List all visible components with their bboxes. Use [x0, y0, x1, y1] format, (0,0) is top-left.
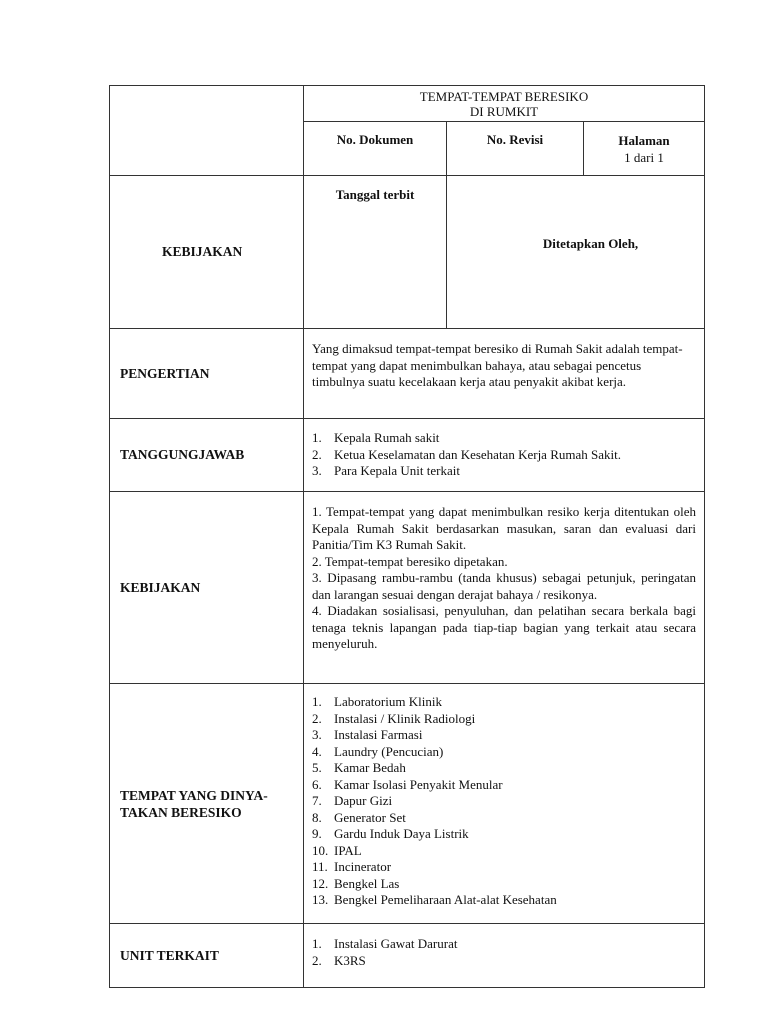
list-item: 1. Kepala Rumah sakit	[312, 430, 440, 445]
pengertian-label: PENGERTIAN	[110, 329, 304, 419]
tanggal-terbit-label: Tanggal terbit	[304, 176, 447, 329]
halaman-value: 1 dari 1	[624, 150, 664, 165]
pengertian-text: Yang dimaksud tempat-tempat beresiko di Rumah Sakit adalah tempat-tempat yang dapat menimbulkan bahaya, atau sebagai pencetus timbulnya suatu kecelakaan kerja atau penyakit akibat kerja.	[304, 329, 705, 419]
list-item: 3. Para Kepala Unit terkait	[312, 463, 460, 478]
unit-terkait-label: UNIT TERKAIT	[110, 924, 304, 988]
list-item: 3. Instalasi Farmasi	[312, 727, 423, 742]
list-item: 2. Instalasi / Klinik Radiologi	[312, 710, 476, 726]
list-item: 2. Ketua Keselamatan dan Kesehatan Kerja Rumah Sakit.	[312, 446, 621, 462]
list-item: 2. K3RS	[312, 952, 366, 968]
tanggungjawab-label: TANGGUNGJAWAB	[110, 419, 304, 492]
list-item: 1. Laboratorium Klinik	[312, 694, 442, 709]
sop-document	[109, 85, 704, 988]
list-item: 10. IPAL	[312, 842, 362, 858]
tempat-label-line-1: TEMPAT YANG DINYA-	[120, 787, 268, 803]
tanggungjawab-list	[304, 419, 705, 492]
kebijakan-label: KEBIJAKAN	[110, 492, 304, 684]
kebijakan-header-label: KEBIJAKAN	[110, 176, 304, 329]
list-item: 6. Kamar Isolasi Penyakit Menular	[312, 776, 503, 792]
title-line-2: DI RUMKIT	[469, 104, 539, 119]
halaman-label: Halaman	[618, 133, 670, 148]
no-revisi-label: No. Revisi	[447, 122, 584, 176]
logo-cell	[110, 86, 304, 176]
ditetapkan-label: Ditetapkan Oleh,	[447, 176, 705, 329]
list-item: 13. Bengkel Pemeliharaan Alat-alat Kesehatan	[312, 892, 557, 907]
list-item: 1. Instalasi Gawat Darurat	[312, 936, 458, 951]
sop-table	[109, 85, 705, 988]
tempat-label-line-2: TAKAN BERESIKO	[120, 804, 242, 820]
list-item: 2. Tempat-tempat beresiko dipetakan.	[312, 553, 508, 569]
tempat-list	[304, 684, 705, 924]
list-item: 1. Tempat-tempat yang dapat menimbulkan resiko kerja ditentukan oleh Kepala Rumah Sakit berdasarkan masukan, saran dan evaluasi dari Panitia/Tim K3 Rumah Sakit.	[312, 504, 696, 552]
list-item: 8. Generator Set	[312, 809, 406, 825]
halaman-cell	[584, 122, 705, 176]
list-item: 7. Dapur Gizi	[312, 793, 393, 808]
list-item: 9. Gardu Induk Daya Listrik	[312, 826, 469, 841]
no-dokumen-label: No. Dokumen	[304, 122, 447, 176]
unit-terkait-list	[304, 924, 705, 988]
title-line-1: TEMPAT-TEMPAT BERESIKO	[419, 89, 589, 104]
tempat-label	[110, 684, 304, 924]
list-item: 5. Kamar Bedah	[312, 760, 406, 775]
list-item: 3. Dipasang rambu-rambu (tanda khusus) sebagai petunjuk, peringatan dan larangan sesuai dengan derajat bahaya / resikonya.	[312, 570, 696, 602]
list-item: 11. Incinerator	[312, 859, 392, 874]
list-item: 12. Bengkel Las	[312, 875, 400, 891]
document-title	[304, 86, 705, 122]
list-item: 4. Laundry (Pencucian)	[312, 743, 444, 759]
kebijakan-list	[304, 492, 705, 684]
list-item: 4. Diadakan sosialisasi, penyuluhan, dan pelatihan secara berkala bagi tenaga teknis lapangan pada tiap-tiap bagian yang terkait atau secara menyeluruh.	[312, 603, 696, 651]
